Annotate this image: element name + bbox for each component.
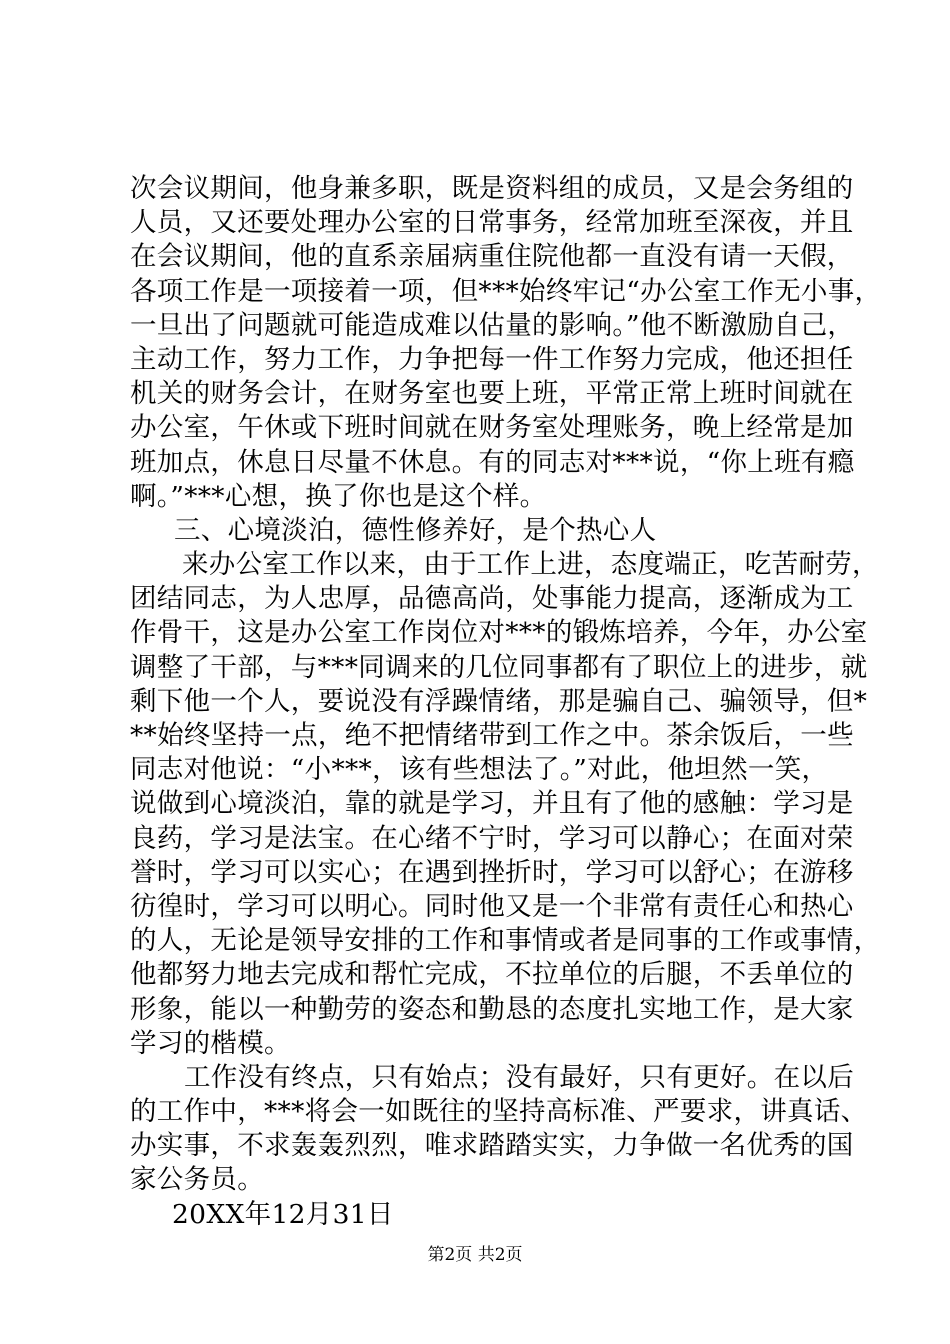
body-line: 各项工作是一项接着一项，但***始终牢记“办公室工作无小事， <box>130 275 882 307</box>
body-line: 办公室，午休或下班时间就在财务室处理账务，晚上经常是加 <box>130 412 854 444</box>
body-line: 的工作中，***将会一如既往的坚持高标准、严要求，讲真话、 <box>130 1096 868 1128</box>
page-footer: 第2页 共2页 <box>427 1245 523 1265</box>
document-date: 20XX年12月31日 <box>172 1198 394 1230</box>
body-line: 办实事，不求轰轰烈烈，唯求踏踏实实，力争做一名优秀的国 <box>130 1130 854 1162</box>
body-line: 一旦出了问题就可能造成难以估量的影响。”他不断激励自己， <box>130 309 855 341</box>
body-line: 家公务员。 <box>130 1164 264 1196</box>
body-line: 学习的楷模。 <box>130 1027 291 1059</box>
section-heading: 三、心境淡泊，德性修养好，是个热心人 <box>174 514 657 546</box>
body-line: 人员，又还要处理办公室的日常事务，经常加班至深夜，并且 <box>130 207 854 239</box>
paragraph-first-line: 来办公室工作以来，由于工作上进，态度端正，吃苦耐劳， <box>182 549 879 581</box>
body-line: 作骨干，这是办公室工作岗位对***的锻炼培养，今年，办公室 <box>130 617 868 649</box>
body-line: 主动工作，努力工作，力争把每一件工作努力完成，他还担任 <box>130 343 854 375</box>
body-line: 次会议期间，他身兼多职，既是资料组的成员，又是会务组的 <box>130 173 854 204</box>
body-line: 剩下他一个人，要说没有浮躁情绪，那是骗自己、骗领导，但* <box>130 685 868 717</box>
body-line: 调整了干部，与***同调来的几位同事都有了职位上的进步，就 <box>130 651 868 683</box>
body-line: 彷徨时，学习可以明心。同时他又是一个非常有责任心和热心 <box>130 890 854 922</box>
body-line: 说做到心境淡泊，靠的就是学习，并且有了他的感触：学习是 <box>130 788 854 820</box>
body-line: 在会议期间，他的直系亲届病重住院他都一直没有请一天假， <box>130 241 854 273</box>
document-body <box>130 172 882 1232</box>
body-line: 誉时，学习可以实心；在遇到挫折时，学习可以舒心；在游移 <box>130 856 854 888</box>
body-line: 形象，能以一种勤劳的姿态和勤恳的态度扎实地工作，是大家 <box>130 993 854 1025</box>
body-line: 同志对他说：“小***，该有些想法了。”对此，他坦然一笑， <box>130 754 829 786</box>
body-line: 班加点，休息日尽量不休息。有的同志对***说，“你上班有瘾 <box>130 446 855 478</box>
body-line: 啊。”***心想，换了你也是这个样。 <box>130 480 547 512</box>
body-line: 的人，无论是领导安排的工作和事情或者是同事的工作或事情， <box>130 925 881 957</box>
body-line: 团结同志，为人忠厚，品德高尚，处事能力提高，逐渐成为工 <box>130 583 854 615</box>
body-line: 机关的财务会计，在财务室也要上班，平常正常上班时间就在 <box>130 378 854 410</box>
paragraph-first-line: 工作没有终点，只有始点；没有最好，只有更好。在以后 <box>184 1061 854 1093</box>
body-line: 良药，学习是法宝。在心绪不宁时，学习可以静心；在面对荣 <box>130 822 854 854</box>
body-line: 他都努力地去完成和帮忙完成，不拉单位的后腿，不丢单位的 <box>130 959 854 991</box>
body-line: **始终坚持一点，绝不把情绪带到工作之中。茶余饭后，一些 <box>130 720 854 751</box>
